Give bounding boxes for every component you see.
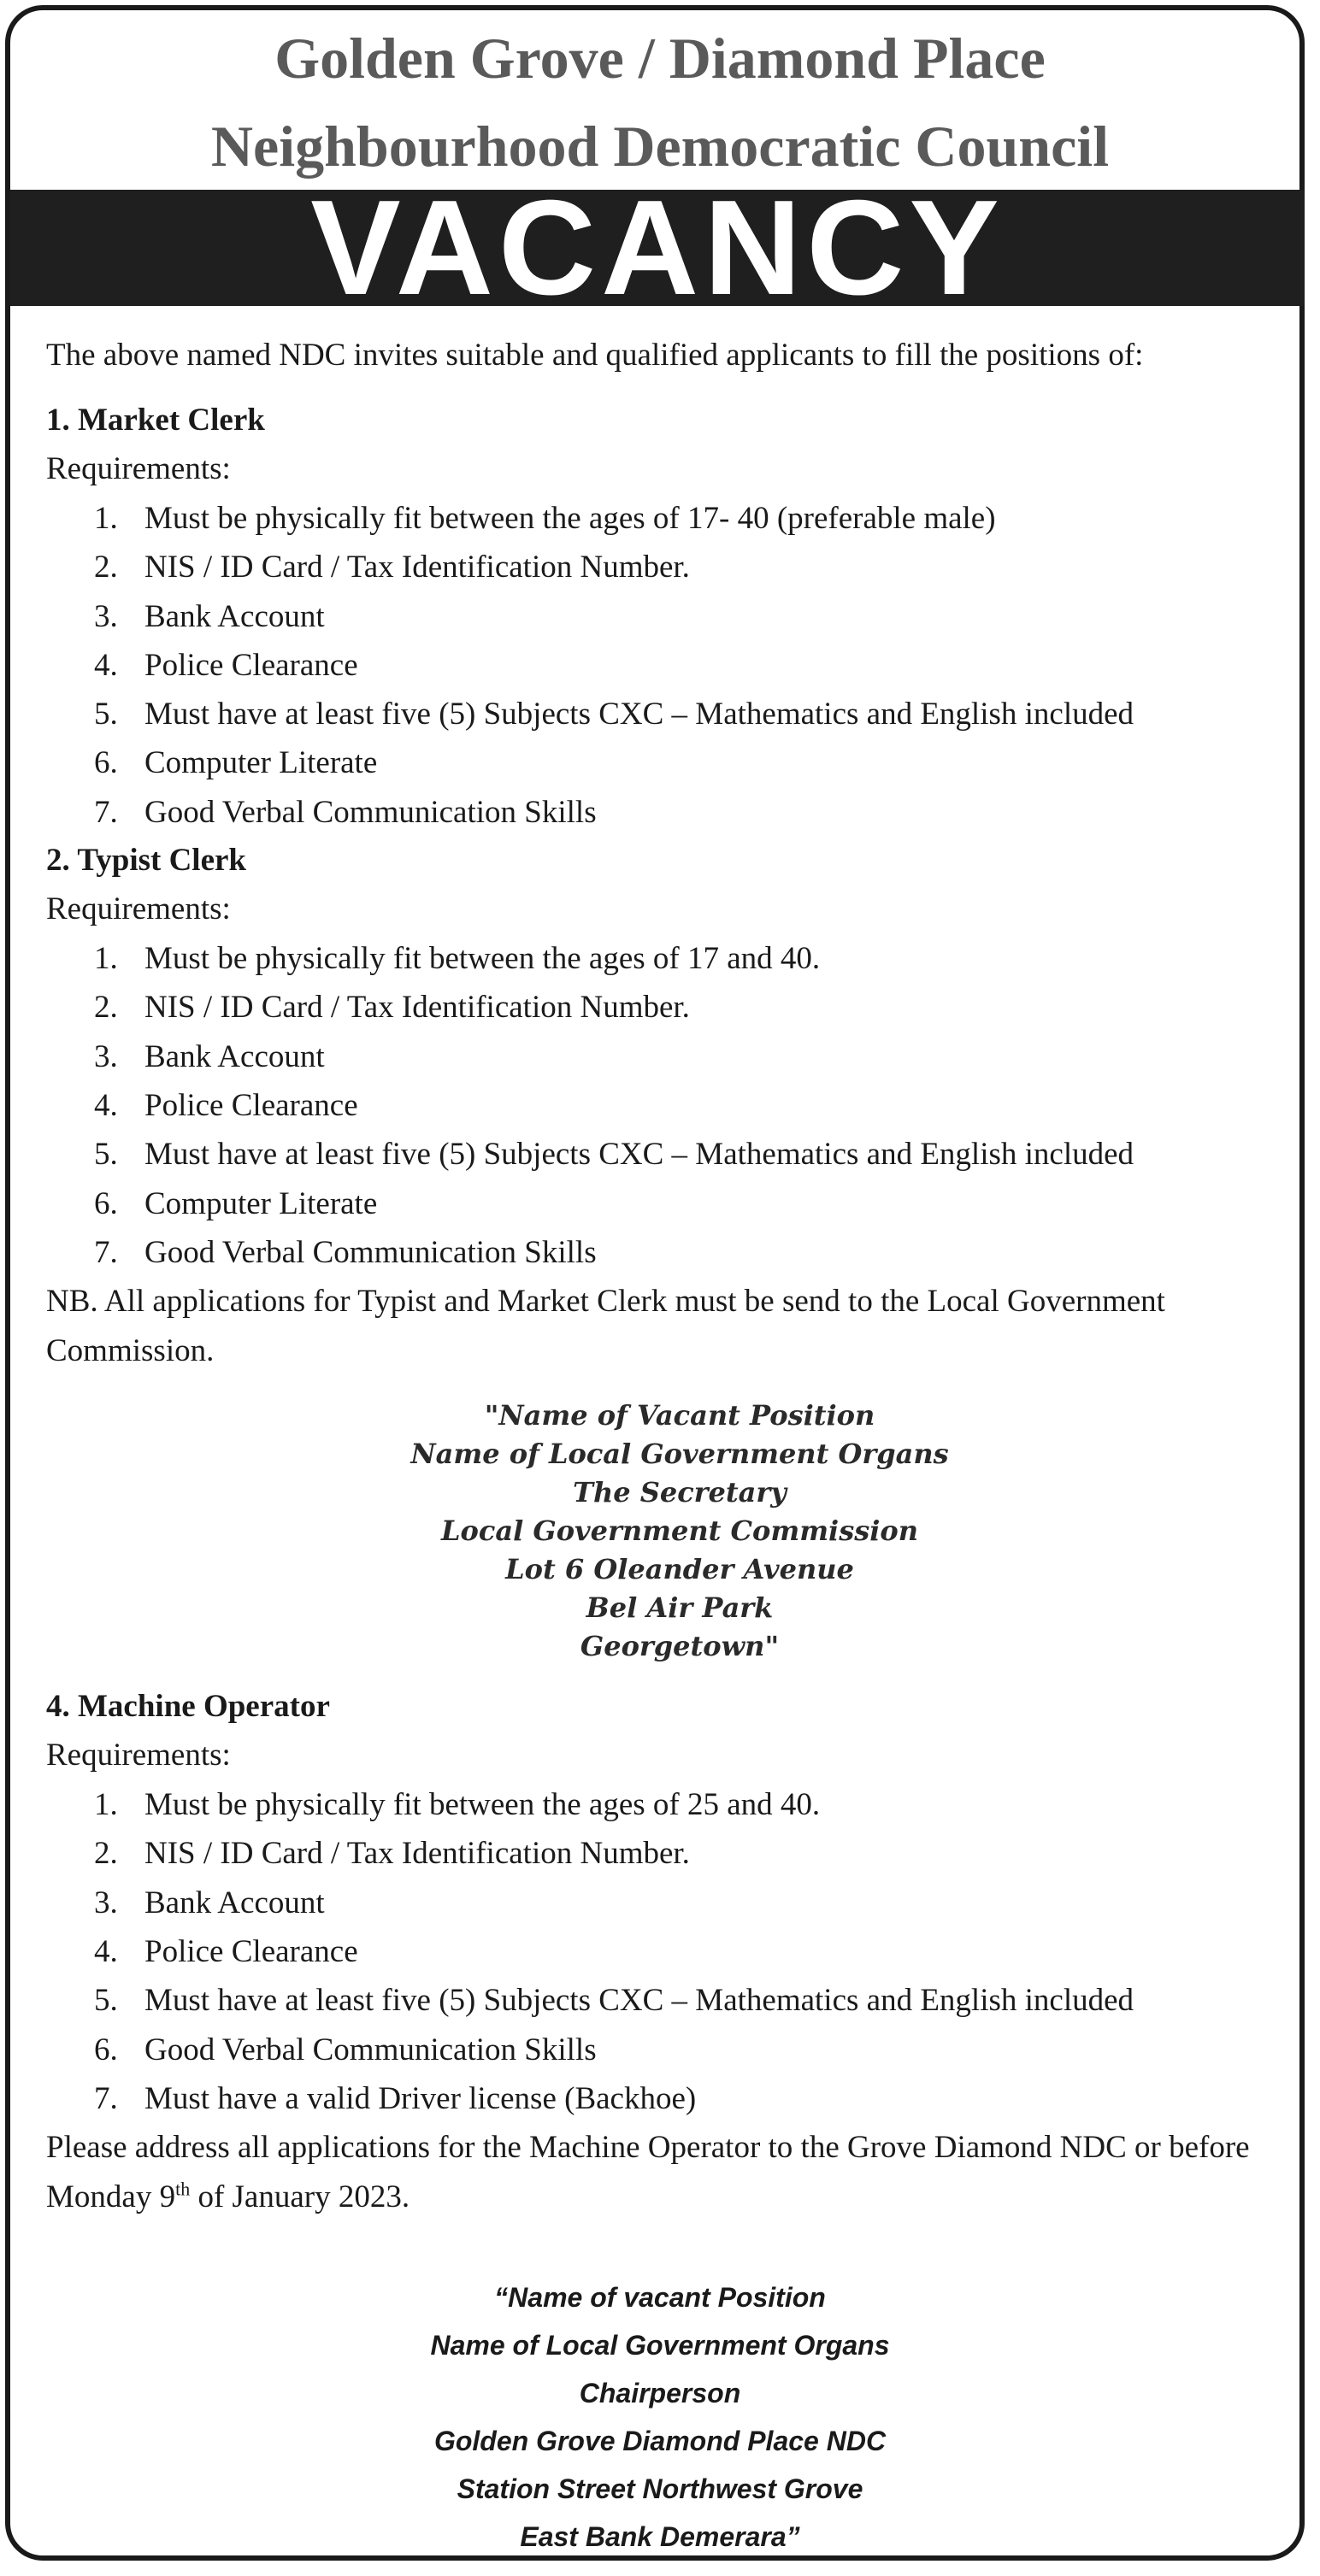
- list-item: [46, 1976, 1303, 2025]
- requirements-list: [46, 934, 1303, 1277]
- item-number: 2.: [94, 1836, 118, 1872]
- submission-note-ndc: [46, 2123, 1303, 2222]
- council-name-line1: Golden Grove / Diamond Place: [274, 26, 1046, 91]
- item-number: 7.: [94, 2080, 118, 2116]
- item-number: 3.: [94, 598, 118, 634]
- address-line: Chairperson: [579, 2378, 741, 2409]
- submission-note-lgc: NB. All applications for Typist and Market Clerk must be send to the Local Government Commission.: [46, 1284, 1165, 1369]
- list-item: [46, 738, 1303, 787]
- item-text: Must have at least five (5) Subjects CXC – Mathematics and English included: [144, 1983, 1134, 2019]
- item-text: NIS / ID Card / Tax Identification Number.: [144, 550, 690, 585]
- item-text: Police Clearance: [144, 647, 358, 683]
- list-item: [46, 1179, 1303, 1228]
- item-number: 1.: [94, 501, 118, 536]
- list-item: [46, 1879, 1303, 1927]
- intro-text: The above named NDC invites suitable and qualified applicants to fill the positions of:: [46, 338, 1144, 373]
- vacancy-banner: [10, 173, 1305, 323]
- item-text: Must be physically fit between the ages of 17 and 40.: [144, 941, 821, 977]
- position-title: 4. Machine Operator: [46, 1689, 330, 1725]
- ordinal-suffix: th: [175, 2178, 191, 2200]
- item-text: Bank Account: [144, 598, 325, 634]
- item-text: Must have at least five (5) Subjects CXC – Mathematics and English included: [144, 697, 1134, 732]
- list-item: [46, 1927, 1303, 1976]
- item-text: NIS / ID Card / Tax Identification Number.: [144, 1836, 690, 1872]
- item-text: NIS / ID Card / Tax Identification Number.: [144, 990, 690, 1026]
- address-block-ndc: [0, 2273, 1320, 2561]
- item-number: 3.: [94, 1885, 118, 1920]
- item-text: Good Verbal Communication Skills: [144, 2032, 597, 2067]
- requirements-list: [46, 494, 1303, 837]
- position-machine-operator: [46, 1683, 1303, 2123]
- item-number: 3.: [94, 1038, 118, 1074]
- list-item: [46, 1780, 1303, 1829]
- item-number: 4.: [94, 647, 118, 683]
- list-item: [46, 2026, 1303, 2074]
- council-name-line2: Neighbourhood Democratic Council: [210, 114, 1110, 179]
- list-item: [46, 1228, 1303, 1277]
- address-line: Golden Grove Diamond Place NDC: [433, 2426, 887, 2457]
- item-number: 6.: [94, 745, 118, 781]
- item-text: Computer Literate: [144, 745, 378, 781]
- item-text: Bank Account: [144, 1885, 325, 1920]
- list-item: [46, 788, 1303, 837]
- position-title: 2. Typist Clerk: [46, 843, 247, 879]
- address-line: Name of Local Government Organs: [410, 1438, 949, 1471]
- address-line: Georgetown": [580, 1630, 780, 1663]
- requirements-label: Requirements:: [46, 1738, 231, 1773]
- position-typist-clerk: [46, 837, 1303, 1277]
- item-text: Police Clearance: [144, 1087, 358, 1123]
- item-number: 4.: [94, 1934, 118, 1970]
- item-number: 1.: [94, 941, 118, 977]
- item-number: 5.: [94, 697, 118, 732]
- item-number: 6.: [94, 2032, 118, 2067]
- item-number: 7.: [94, 1234, 118, 1270]
- item-text: Police Clearance: [144, 1934, 358, 1970]
- address-line: Name of Local Government Organs: [430, 2330, 890, 2361]
- requirements-list: [46, 1780, 1303, 2123]
- item-text: Good Verbal Communication Skills: [144, 1234, 597, 1270]
- address-line: East Bank Demerara”: [520, 2521, 800, 2553]
- item-number: 6.: [94, 1185, 118, 1221]
- item-text: Must have at least five (5) Subjects CXC – Mathematics and English included: [144, 1137, 1134, 1173]
- requirements-label: Requirements:: [46, 891, 231, 927]
- item-number: 2.: [94, 550, 118, 585]
- list-item: [46, 1081, 1303, 1130]
- position-title: 1. Market Clerk: [46, 403, 265, 438]
- position-market-clerk: [46, 397, 1303, 837]
- list-item: [46, 543, 1303, 591]
- list-item: [46, 1130, 1303, 1179]
- address-line: The Secretary: [573, 1476, 787, 1509]
- list-item: [46, 2074, 1303, 2123]
- note-text: Please address all applications for the Machine Operator to the Grove Diamond NDC or before Monday 9: [46, 2130, 1250, 2215]
- address-block-lgc: [0, 1397, 1320, 1666]
- list-item: [46, 983, 1303, 1032]
- item-number: 5.: [94, 1137, 118, 1173]
- address-line: “Name of vacant Position: [494, 2282, 826, 2314]
- item-text: Must be physically fit between the ages of 25 and 40.: [144, 1787, 821, 1823]
- address-line: Lot 6 Oleander Avenue: [505, 1553, 854, 1586]
- list-item: [46, 641, 1303, 690]
- item-number: 5.: [94, 1983, 118, 2019]
- requirements-label: Requirements:: [46, 451, 231, 486]
- vacancy-heading: VACANCY: [310, 173, 1005, 323]
- item-text: Bank Account: [144, 1038, 325, 1074]
- address-line: Local Government Commission: [441, 1514, 918, 1548]
- item-text: Computer Literate: [144, 1185, 378, 1221]
- item-text: Good Verbal Communication Skills: [144, 794, 597, 830]
- address-line: Bel Air Park: [586, 1591, 774, 1625]
- item-text: Must have a valid Driver license (Backhoe): [144, 2080, 697, 2116]
- item-text: Must be physically fit between the ages of 17- 40 (preferable male): [144, 501, 996, 536]
- list-item: [46, 690, 1303, 738]
- address-line: Station Street Northwest Grove: [457, 2473, 863, 2505]
- item-number: 7.: [94, 794, 118, 830]
- item-number: 1.: [94, 1787, 118, 1823]
- list-item: [46, 1032, 1303, 1081]
- list-item: [46, 934, 1303, 983]
- item-number: 4.: [94, 1087, 118, 1123]
- note-text-end: of January 2023.: [190, 2179, 410, 2215]
- advert-body: [46, 332, 1303, 2561]
- address-line: "Name of Vacant Position: [484, 1399, 875, 1432]
- list-item: [46, 494, 1303, 543]
- list-item: [46, 592, 1303, 641]
- item-number: 2.: [94, 990, 118, 1026]
- list-item: [46, 1829, 1303, 1878]
